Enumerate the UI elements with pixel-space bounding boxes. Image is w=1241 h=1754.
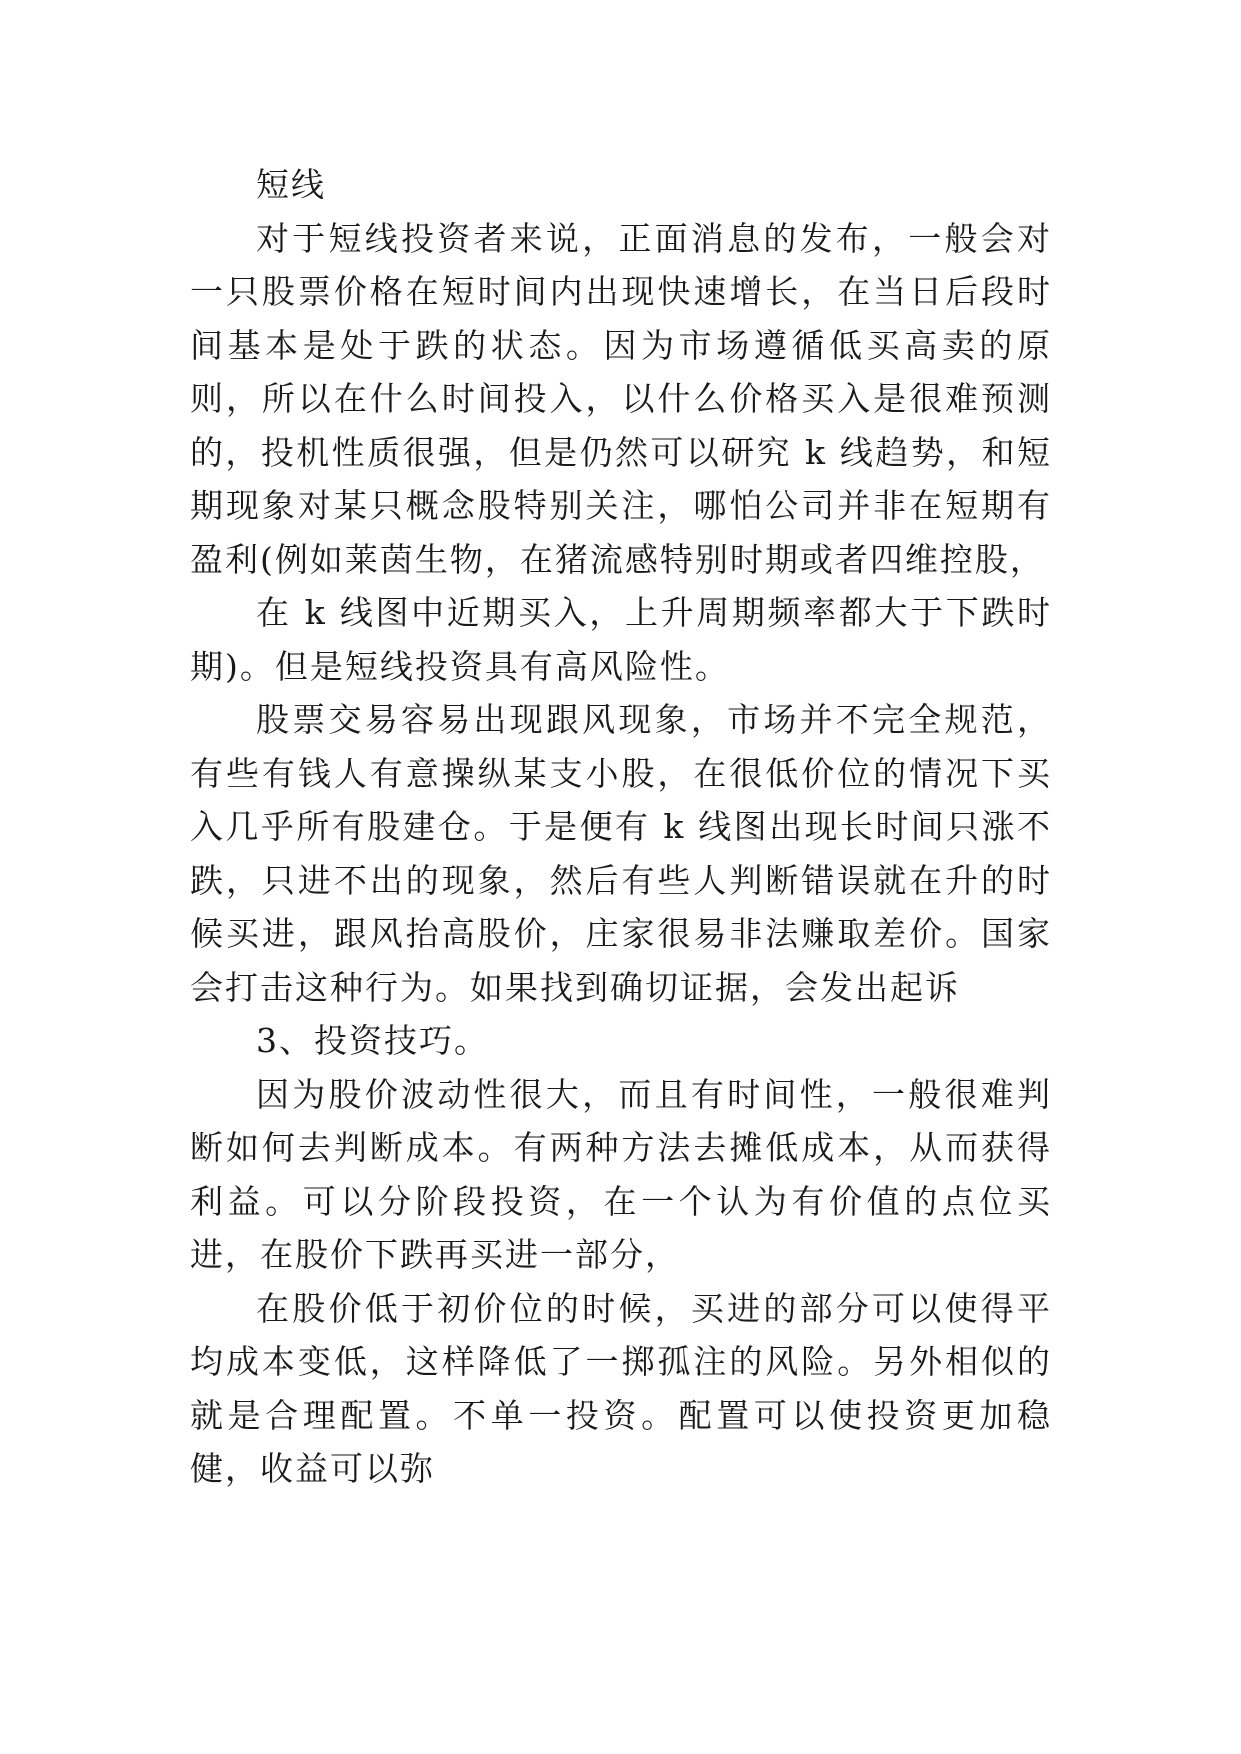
paragraph-average-cost: 在股价低于初价位的时候，买进的部分可以使得平均成本变低，这样降低了一掷孤注的风险。另外相似的就是合理配置。不单一投资。配置可以使投资更加稳健，收益可以弥 <box>190 1288 1052 1488</box>
paragraph-kline-buy: 在 k 线图中近期买入，上升周期频率都大于下跌时期)。但是短线投资具有高风险性。 <box>190 593 1052 686</box>
paragraph-lower-cost: 因为股价波动性很大，而且有时间性，一般很难判断如何去判断成本。有两种方法去摊低成本，从而获得利益。可以分阶段投资，在一个认为有价值的点位买进，在股价下跌再买进一部分， <box>190 1074 1052 1274</box>
paragraph-heading-investment-tips: 3、投资技巧。 <box>256 1021 489 1060</box>
paragraph-follow-trend: 股票交易容易出现跟风现象，市场并不完全规范，有些有钱人有意操纵某支小股，在很低价位的情况下买入几乎所有股建仓。于是便有 k 线图出现长时间只涨不跌，只进不出的现象，然后有些人判断错误就在升的时候买进，跟风抬高股价，庄家很易非法赚取差价。国家会打击这种行为。如果找到确切证据，会发出起诉 <box>190 700 1052 1007</box>
paragraph-short-term-investors: 对于短线投资者来说，正面消息的发布，一般会对一只股票价格在短时间内出现快速增长，在当日后段时间基本是处于跌的状态。因为市场遵循低买高卖的原则，所以在什么时间投入，以什么价格买入是很难预测的，投机性质很强，但是仍然可以研究 k 线趋势，和短期现象对某只概念股特别关注，哪怕公司并非在短期有盈利(例如莱茵生物，在猪流感特别时期或者四维控股， <box>190 218 1052 579</box>
document-body <box>190 158 1052 1496</box>
paragraph-heading-short-term: 短线 <box>256 165 326 204</box>
